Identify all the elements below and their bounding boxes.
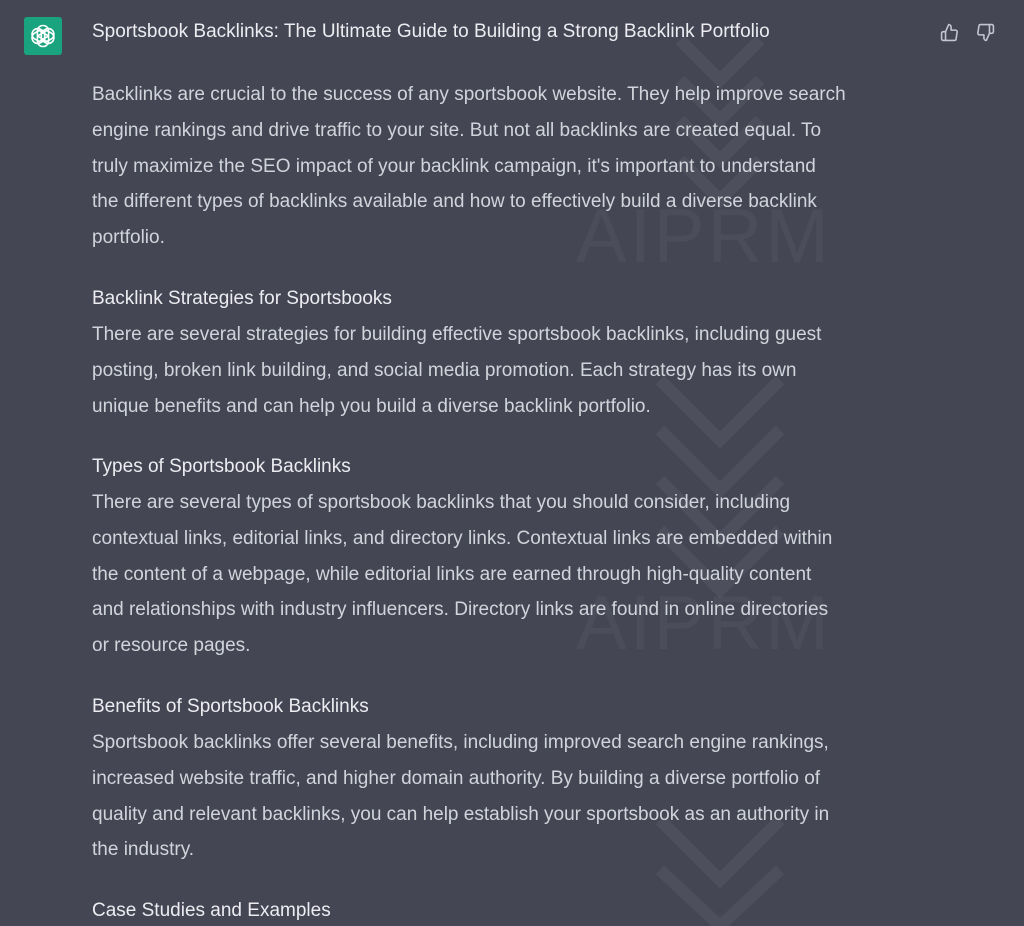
paragraph-line: There are several strategies for building effective sportsbook backlinks, including guest (92, 324, 822, 345)
section-heading: Types of Sportsbook Backlinks (92, 456, 351, 477)
paragraph-line: unique benefits and can help you build a diverse backlink portfolio. (92, 395, 651, 417)
paragraph-line: There are several types of sportsbook backlinks that you should consider, including (92, 492, 791, 513)
section-heading: Benefits of Sportsbook Backlinks (92, 696, 369, 717)
paragraph-line: the industry. (92, 839, 195, 861)
paragraph-line: Backlinks are crucial to the success of any sportsbook website. They help improve search (92, 84, 846, 105)
paragraph-line: engine rankings and drive traffic to your site. But not all backlinks are created equal. To (92, 119, 822, 141)
section-heading: Backlink Strategies for Sportsbooks (92, 288, 392, 309)
section-paragraph (92, 725, 952, 868)
thumbs-down-icon[interactable] (974, 21, 996, 43)
intro-paragraph (92, 77, 952, 256)
section-paragraph (92, 317, 952, 424)
section-heading: Case Studies and Examples (92, 900, 331, 921)
paragraph-line: and relationships with industry influencers. Directory links are found in online directories (92, 599, 829, 621)
response-title: Sportsbook Backlinks: The Ultimate Guide to Building a Strong Backlink Portfolio (92, 21, 770, 42)
paragraph-line: posting, broken link building, and social media promotion. Each strategy has its own (92, 359, 797, 381)
paragraph-line: quality and relevant backlinks, you can help establish your sportsbook as an authority in (92, 803, 830, 825)
paragraph-line: the content of a webpage, while editorial links are earned through high-quality content (92, 563, 812, 585)
paragraph-line: portfolio. (92, 227, 165, 249)
paragraph-line: or resource pages. (92, 635, 251, 657)
paragraph-line: truly maximize the SEO impact of your backlink campaign, it's important to understand (92, 155, 816, 177)
paragraph-line: Sportsbook backlinks offer several benefits, including improved search engine rankings, (92, 732, 829, 753)
thumbs-up-icon[interactable] (938, 21, 960, 43)
paragraph-line: the different types of backlinks available and how to effectively build a diverse backlink (92, 191, 817, 213)
paragraph-line: contextual links, editorial links, and directory links. Contextual links are embedded within (92, 527, 833, 549)
openai-logo-icon (24, 17, 62, 55)
paragraph-line: increased website traffic, and higher domain authority. By building a diverse portfolio of (92, 767, 821, 789)
section-paragraph (92, 485, 952, 664)
